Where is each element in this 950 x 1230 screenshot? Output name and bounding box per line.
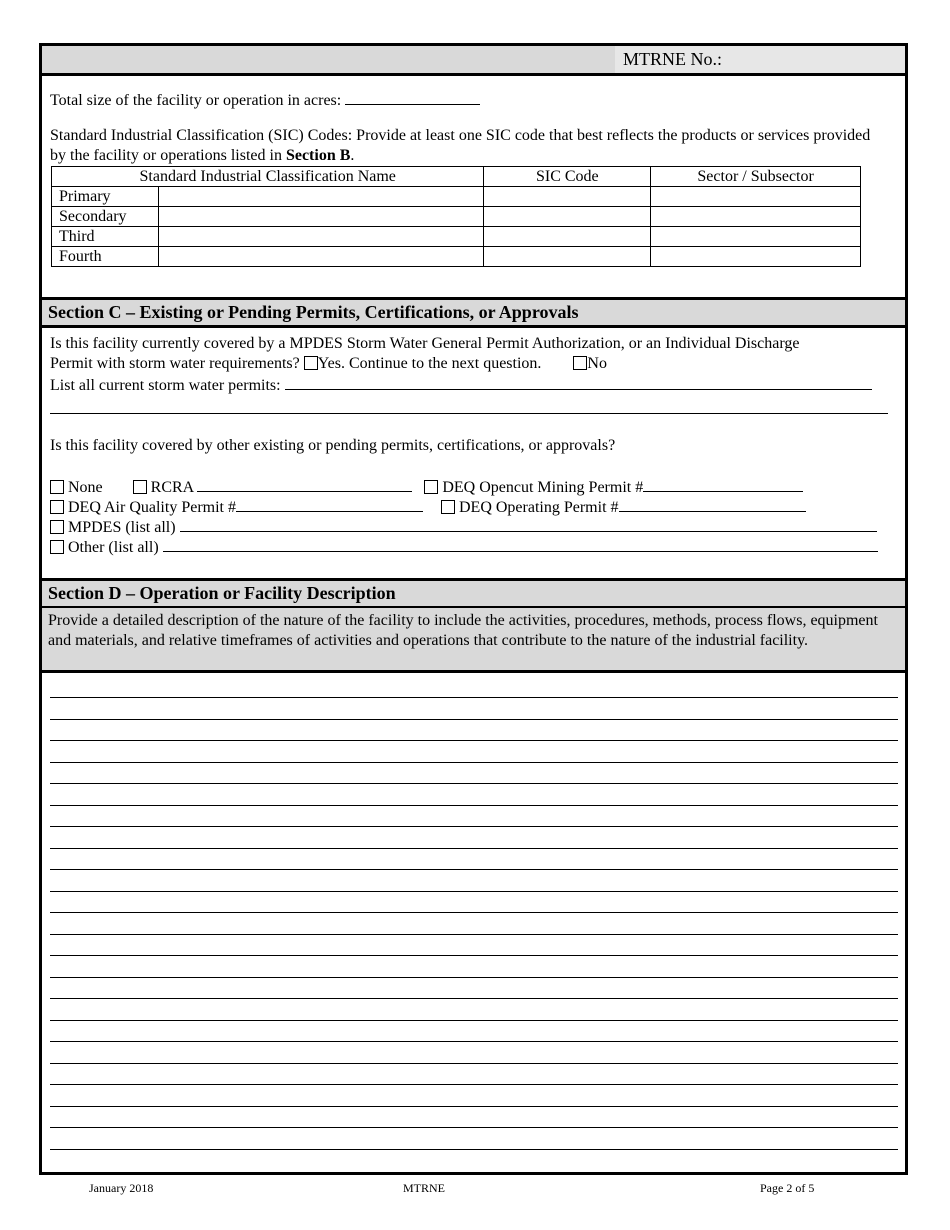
sic-name-cell[interactable]: [158, 227, 483, 247]
yes-checkbox[interactable]: [304, 356, 318, 370]
section-d-title: Section D – Operation or Facility Description: [42, 578, 905, 609]
row-label-primary: Primary: [52, 187, 159, 207]
permits-row-4: [50, 536, 878, 558]
sic-name-cell[interactable]: [158, 207, 483, 227]
sic-code-cell[interactable]: [484, 247, 651, 267]
section-d-instructions: Provide a detailed description of the nature of the facility to include the activities, procedures, methods, process flows, equipment and materials, and relative timeframes of activities and operations that contribute to the nature of the industrial facility.: [42, 608, 905, 673]
none-label: None: [68, 479, 103, 496]
mpdes-checkbox[interactable]: [50, 520, 64, 534]
sic-name-cell[interactable]: [158, 247, 483, 267]
mtrne-number-field[interactable]: MTRNE No.:: [615, 46, 905, 73]
operating-label: DEQ Operating Permit #: [458, 499, 619, 516]
sector-cell[interactable]: [651, 247, 861, 267]
air-quality-label: DEQ Air Quality Permit #: [68, 499, 236, 516]
table-row: [52, 187, 861, 207]
sic-code-cell[interactable]: [484, 227, 651, 247]
rcra-input[interactable]: [197, 476, 412, 492]
section-c-title: Section C – Existing or Pending Permits, Certifications, or Approvals: [42, 297, 905, 328]
q1-line2: Permit with storm water requirements?: [50, 355, 300, 372]
other-checkbox[interactable]: [50, 540, 64, 554]
other-input[interactable]: [163, 536, 878, 552]
sic-table: [51, 166, 861, 267]
row-label-fourth: Fourth: [52, 247, 159, 267]
row-label-third: Third: [52, 227, 159, 247]
permits-row-2: [50, 496, 806, 518]
yes-label: Yes. Continue to the next question.: [317, 355, 542, 372]
air-quality-checkbox[interactable]: [50, 500, 64, 514]
footer-page: Page 2 of 5: [760, 1181, 815, 1195]
form-page: [39, 43, 908, 1175]
mpdes-input[interactable]: [180, 516, 877, 532]
permits-row-3: [50, 516, 877, 538]
rcra-checkbox[interactable]: [133, 480, 147, 494]
opencut-input[interactable]: [643, 476, 803, 492]
sic-code-cell[interactable]: [484, 207, 651, 227]
q2-text: Is this facility covered by other existing or pending permits, certifications, or approvals?: [50, 437, 616, 454]
storm-permits-line-2[interactable]: [50, 413, 888, 414]
sector-cell[interactable]: [651, 227, 861, 247]
operating-checkbox[interactable]: [441, 500, 455, 514]
sic-intro-end: .: [350, 147, 355, 164]
storm-permits-row: [50, 374, 872, 396]
sic-name-cell[interactable]: [158, 187, 483, 207]
q1-line2-row: [50, 354, 607, 374]
table-row: [52, 247, 861, 267]
sic-header-sector: Sector / Subsector: [651, 167, 861, 187]
permits-row-1: [50, 476, 803, 498]
sector-cell[interactable]: [651, 207, 861, 227]
sic-intro-text: Standard Industrial Classification (SIC) Codes: Provide at least one SIC code that best reflects the products or services provided by the facility or operations listed in: [50, 127, 871, 164]
sic-table-header: [52, 167, 861, 187]
sic-code-cell[interactable]: [484, 187, 651, 207]
footer-form: MTRNE: [403, 1181, 445, 1195]
storm-permits-input[interactable]: [285, 374, 872, 390]
sic-header-name: Standard Industrial Classification Name: [52, 167, 484, 187]
opencut-checkbox[interactable]: [424, 480, 438, 494]
acres-label: Total size of the facility or operation in acres:: [50, 92, 342, 109]
row-label-secondary: Secondary: [52, 207, 159, 227]
no-checkbox[interactable]: [573, 356, 587, 370]
storm-permits-label: List all current storm water permits:: [50, 377, 281, 394]
rcra-label: RCRA: [150, 479, 194, 496]
air-quality-input[interactable]: [236, 496, 423, 512]
opencut-label: DEQ Opencut Mining Permit #: [442, 479, 644, 496]
sic-intro-bold: Section B: [285, 147, 351, 164]
operating-input[interactable]: [619, 496, 806, 512]
footer-date: January 2018: [89, 1181, 154, 1195]
q1-line1: Is this facility currently covered by a MPDES Storm Water General Permit Authorization, or an Individual Discharge: [50, 335, 800, 352]
mpdes-label: MPDES (list all): [68, 519, 176, 536]
sic-intro: [50, 126, 880, 166]
acres-input[interactable]: [345, 89, 480, 105]
other-label: Other (list all): [68, 539, 159, 556]
acres-row: [50, 89, 480, 111]
no-label: No: [587, 355, 607, 372]
table-row: [52, 207, 861, 227]
table-row: [52, 227, 861, 247]
sic-header-code: SIC Code: [484, 167, 651, 187]
sector-cell[interactable]: [651, 187, 861, 207]
none-checkbox[interactable]: [50, 480, 64, 494]
